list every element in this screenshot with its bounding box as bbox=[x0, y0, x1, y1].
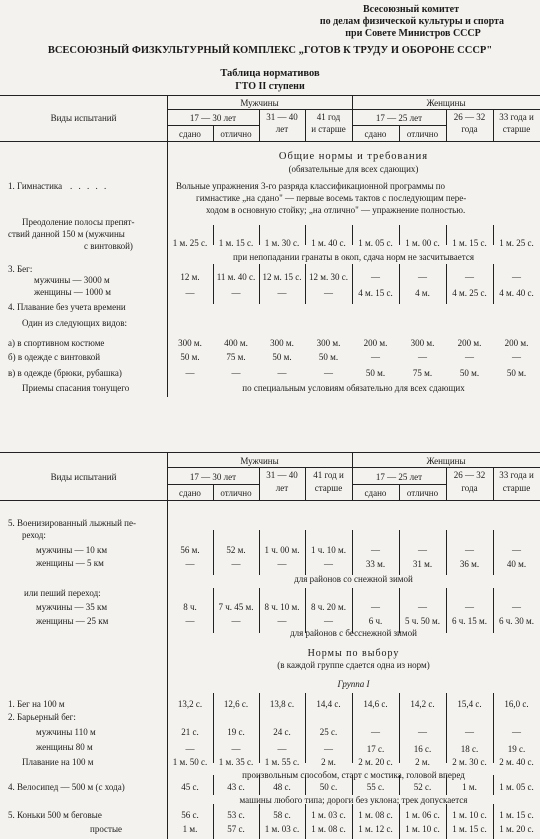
table-cell: 50 с. bbox=[319, 782, 338, 792]
run-men-label: мужчины — 3000 м bbox=[34, 275, 110, 285]
header-otlichno: отлично bbox=[220, 488, 252, 498]
table-cell: 6 ч. 15 м. bbox=[452, 616, 487, 626]
table-cell: — bbox=[277, 368, 287, 378]
table-cell: 14,2 с. bbox=[410, 699, 435, 709]
table-cell: 1 м. 10 с. bbox=[405, 824, 440, 834]
table-cell: 1 м. 00 с. bbox=[405, 238, 440, 248]
header-women-33-b: старше bbox=[502, 124, 531, 134]
rescue-label: Приемы спасания тонущего bbox=[22, 383, 130, 393]
table-cell: 13,2 с. bbox=[177, 699, 203, 709]
table-cell: 52 с. bbox=[413, 782, 432, 792]
table-cell: — bbox=[512, 545, 521, 555]
table-cell: 24 с. bbox=[273, 727, 291, 737]
hurdle-women-label: женщины 80 м bbox=[36, 742, 93, 752]
table-cell: 8 ч. bbox=[183, 602, 197, 612]
swim100-note: произвольным способом, старт с мостика, головой вперед bbox=[242, 770, 465, 780]
table-cell: — bbox=[371, 602, 380, 612]
main-title: ВСЕСОЮЗНЫЙ ФИЗКУЛЬТУРНЫЙ КОМПЛЕКС „ГОТОВ К ТРУДУ И ОБОРОНЕ СССР" bbox=[47, 45, 493, 56]
header-women-33-b: старше bbox=[502, 483, 531, 493]
table-cell: 14,6 с. bbox=[363, 699, 388, 709]
ski-label-2: реход: bbox=[22, 530, 46, 540]
hurdle-men-label: мужчины 110 м bbox=[36, 727, 96, 737]
gym-label: 1. Гимнастика bbox=[8, 181, 63, 191]
table-cell: — bbox=[371, 352, 380, 362]
header-women-26-32-a: 26 — 32 bbox=[453, 112, 486, 122]
header-women-17-25: 17 — 25 лет bbox=[375, 113, 423, 123]
table-cell: 1 м. 20 с. bbox=[499, 824, 534, 834]
table-row bbox=[0, 782, 540, 796]
table-cell: — bbox=[185, 616, 195, 626]
bike-note: машины любого типа; дороги без уклона; трек допускается bbox=[239, 795, 468, 805]
table-cell: 300 м. bbox=[316, 338, 341, 348]
skate-label: 5. Коньки 500 м беговые bbox=[8, 810, 102, 820]
table-cell: — bbox=[324, 616, 333, 626]
section-subheading-general: (обязательные для всех сдающих) bbox=[288, 164, 419, 174]
committee-line-3: при Совете Министров СССР bbox=[345, 28, 481, 39]
table-cell: 2 м. 20 с. bbox=[358, 757, 393, 767]
table-cell: 300 м. bbox=[410, 338, 435, 348]
obstacle-label-3: с винтовкой) bbox=[84, 241, 133, 251]
gym-text-2: гимнастике „на сдано" — первые восемь тактов с последующим пере- bbox=[196, 193, 467, 203]
table-cell: 1 ч. 10 м. bbox=[311, 545, 346, 555]
table-row bbox=[0, 352, 540, 366]
header-women-26-32-b: года bbox=[461, 124, 478, 134]
choice-heading: Нормы по выбору bbox=[307, 648, 400, 659]
ski-men-label: мужчины — 10 км bbox=[36, 545, 108, 555]
table-cell: 1 м. 55 с. bbox=[264, 757, 300, 767]
table-cell: — bbox=[465, 602, 474, 612]
header-women-26-32-b: года bbox=[461, 483, 478, 493]
table-cell: — bbox=[371, 727, 380, 737]
table-cell: 1 м. 06 с. bbox=[405, 810, 440, 820]
header-men-41-b: старше bbox=[314, 483, 343, 493]
table-cell: 13,8 с. bbox=[269, 699, 295, 709]
committee-line-1: Всесоюзный комитет bbox=[363, 4, 459, 15]
table-row bbox=[0, 272, 540, 286]
table-cell: 19 с. bbox=[227, 727, 245, 737]
walk-women-label: женщины — 25 км bbox=[36, 616, 109, 626]
table-row bbox=[0, 545, 540, 559]
table-cell: — bbox=[324, 744, 333, 754]
header-types-label: Виды испытаний bbox=[50, 472, 117, 482]
walk-men-label: мужчины — 35 км bbox=[36, 602, 108, 612]
table-cell: — bbox=[371, 545, 380, 555]
table-cell: 200 м. bbox=[363, 338, 388, 348]
table-cell: 50 м. bbox=[180, 352, 200, 362]
table-row bbox=[0, 238, 540, 252]
table-cell: 1 м. 15 с. bbox=[499, 810, 534, 820]
table-cell: 12 м. 15 с. bbox=[262, 272, 302, 282]
table-cell: 4 м. 40 с. bbox=[499, 288, 534, 298]
table-cell: 19 с. bbox=[507, 744, 526, 754]
table-cell: 16 с. bbox=[413, 744, 432, 754]
table-cell: 1 ч. 00 м. bbox=[264, 545, 300, 555]
walk-label: или пеший переход: bbox=[24, 588, 101, 598]
table-cell: 50 м. bbox=[318, 352, 339, 362]
gym-text-3: ходом в основную стойку; „на отлично" — упражнение полностью. bbox=[206, 205, 466, 215]
header-otlichno: отлично bbox=[220, 129, 252, 139]
skate-simple-label: простые bbox=[90, 824, 123, 834]
header-sdano: сдано bbox=[179, 129, 201, 139]
table-cell: 8 ч. 10 м. bbox=[264, 602, 300, 612]
table-cell: 45 с. bbox=[181, 782, 199, 792]
header-women-33-a: 33 года и bbox=[499, 470, 534, 480]
table-cell: 2 м. 30 с. bbox=[452, 757, 487, 767]
table-cell: 2 м. bbox=[415, 757, 430, 767]
header-men: Мужчины bbox=[240, 456, 279, 466]
choice-subheading: (в каждой группе сдается одна из норм) bbox=[277, 660, 430, 670]
swim-sub-label: Один из следующих видов: bbox=[22, 318, 128, 328]
table-cell: — bbox=[465, 545, 474, 555]
table-cell: 1 м. 25 с. bbox=[499, 238, 534, 248]
table-cell: — bbox=[185, 368, 195, 378]
table-cell: — bbox=[324, 559, 333, 569]
header-women-17-25: 17 — 25 лет bbox=[375, 472, 423, 482]
table-cell: 1 м. bbox=[182, 824, 198, 834]
table-cell: 56 м. bbox=[180, 545, 200, 555]
table-cell: — bbox=[231, 744, 241, 754]
table-cell: 8 ч. 20 м. bbox=[311, 602, 346, 612]
table-cell: — bbox=[418, 545, 427, 555]
header-men-17-30: 17 — 30 лет bbox=[189, 113, 237, 123]
table-cell: 21 с. bbox=[181, 727, 199, 737]
rescue-text: по специальным условиям обязательно для всех сдающих bbox=[242, 383, 465, 393]
table-cell: — bbox=[231, 559, 241, 569]
table-cell: — bbox=[277, 288, 287, 298]
table-cell: 1 м. 15 с. bbox=[452, 238, 487, 248]
header-types-label: Виды испытаний bbox=[50, 113, 117, 123]
table-cell: 40 м. bbox=[506, 559, 527, 569]
table-cell: 2 м. 40 с. bbox=[499, 757, 534, 767]
swim-c-label: в) в одежде (брюки, рубашка) bbox=[8, 368, 122, 378]
table-cell: — bbox=[465, 272, 474, 282]
table-cell: 55 с. bbox=[366, 782, 385, 792]
table-subtitle: ГТО II ступени bbox=[235, 81, 305, 92]
table-row bbox=[0, 338, 540, 352]
table-cell: 4 м. 25 с. bbox=[452, 288, 487, 298]
group-label: Группа I bbox=[337, 679, 370, 689]
table-cell: 31 м. bbox=[412, 559, 433, 569]
table-cell: — bbox=[185, 288, 195, 298]
header-women: Женщины bbox=[426, 98, 466, 108]
table-cell: 300 м. bbox=[270, 338, 294, 348]
table-cell: 50 м. bbox=[506, 368, 527, 378]
table-cell: 50 м. bbox=[365, 368, 386, 378]
header-women: Женщины bbox=[426, 456, 466, 466]
table-cell: — bbox=[277, 616, 287, 626]
table-cell: — bbox=[231, 616, 241, 626]
table-cell: 4 м. bbox=[415, 288, 430, 298]
table-cell: — bbox=[185, 559, 195, 569]
obstacle-label-1: Преодоление полосы препят- bbox=[22, 217, 135, 227]
table-cell: — bbox=[418, 727, 427, 737]
table-cell: 1 м. 30 с. bbox=[264, 238, 300, 248]
table-row bbox=[0, 288, 540, 302]
committee-line-2: по делам физической культуры и спорта bbox=[319, 16, 505, 27]
table-cell: — bbox=[512, 602, 521, 612]
table-cell: 43 с. bbox=[227, 782, 245, 792]
table-row bbox=[0, 559, 540, 573]
table-cell: — bbox=[512, 727, 521, 737]
table-cell: 56 с. bbox=[181, 810, 199, 820]
table-cell: — bbox=[418, 272, 427, 282]
table-cell: 16,0 с. bbox=[504, 699, 529, 709]
table-row bbox=[0, 757, 540, 771]
table-cell: 1 м. 08 с. bbox=[311, 824, 346, 834]
table-cell: 11 м. 40 с. bbox=[216, 272, 256, 282]
header-men-31-40-a: 31 — 40 bbox=[266, 112, 298, 122]
table-cell: 1 м. 25 с. bbox=[172, 238, 208, 248]
table-cell: 12 м. 30 с. bbox=[309, 272, 348, 282]
table-cell: 200 м. bbox=[504, 338, 529, 348]
table-cell: 300 м. bbox=[178, 338, 202, 348]
table-cell: 33 м. bbox=[365, 559, 386, 569]
table-row bbox=[0, 368, 540, 382]
swim-label: 4. Плавание без учета времени bbox=[8, 302, 126, 312]
table-cell: 400 м. bbox=[224, 338, 248, 348]
table-cell: 12 м. bbox=[180, 272, 200, 282]
table-cell: 14,4 с. bbox=[316, 699, 341, 709]
header-men-41-a: 41 год bbox=[316, 112, 341, 122]
nosnow-note: для районов с бесснежной зимой bbox=[290, 628, 417, 638]
table-row bbox=[0, 824, 540, 838]
table-cell: 57 с. bbox=[227, 824, 245, 834]
grenade-note: при непопадании гранаты в окоп, сдача норм не засчитывается bbox=[233, 252, 474, 262]
swim-a-label: а) в спортивном костюме bbox=[8, 338, 105, 348]
table-row bbox=[0, 602, 540, 616]
table-cell: 36 м. bbox=[459, 559, 480, 569]
table-cell: — bbox=[512, 352, 521, 362]
table-cell: 53 с. bbox=[227, 810, 245, 820]
gym-text-1: Вольные упражнения 3-го разряда классификационной программы по bbox=[176, 181, 446, 191]
table-cell: 58 с. bbox=[273, 810, 291, 820]
table-cell: 1 м. 05 с. bbox=[358, 238, 393, 248]
table-cell: 5 ч. 50 м. bbox=[405, 616, 440, 626]
table-cell: — bbox=[231, 288, 241, 298]
table-cell: — bbox=[231, 368, 241, 378]
table-cell: 6 ч. bbox=[368, 616, 383, 626]
table-cell: 200 м. bbox=[457, 338, 482, 348]
table-cell: — bbox=[465, 352, 474, 362]
table-cell: 4 м. 15 с. bbox=[358, 288, 393, 298]
table-cell: 75 м. bbox=[412, 368, 433, 378]
header-otlichno: отлично bbox=[406, 129, 439, 139]
table-row bbox=[0, 810, 540, 824]
table-cell: — bbox=[465, 727, 474, 737]
header-men-31-40-b: лет bbox=[275, 124, 289, 134]
table-cell: 18 с. bbox=[460, 744, 479, 754]
header-men-31-40-a: 31 — 40 bbox=[266, 470, 298, 480]
table-cell: 1 м. bbox=[462, 782, 477, 792]
header-sdano: сдано bbox=[364, 129, 387, 139]
table-cell: 1 м. 10 с. bbox=[452, 810, 487, 820]
section-heading-general: Общие нормы и требования bbox=[278, 151, 429, 162]
table-cell: 2 м. bbox=[321, 757, 336, 767]
table-cell: 1 м. 05 с. bbox=[499, 782, 534, 792]
ski-label-1: 5. Военизированный лыжный пе- bbox=[8, 518, 136, 528]
ski-women-label: женщины — 5 км bbox=[36, 558, 104, 568]
table-cell: 52 м. bbox=[226, 545, 246, 555]
run-women-label: женщины — 1000 м bbox=[34, 287, 111, 297]
swim-b-label: б) в одежде с винтовкой bbox=[8, 352, 101, 362]
header-men-31-40-b: лет bbox=[275, 483, 289, 493]
table-cell: — bbox=[371, 272, 380, 282]
table-cell: 17 с. bbox=[366, 744, 385, 754]
table-cell: 1 м. 03 с. bbox=[264, 824, 300, 834]
table-row bbox=[0, 699, 540, 713]
table-cell: 15,4 с. bbox=[457, 699, 482, 709]
header-men-17-30: 17 — 30 лет bbox=[189, 472, 237, 482]
header-women-26-32-a: 26 — 32 bbox=[453, 470, 486, 480]
table-cell: — bbox=[418, 352, 427, 362]
table-cell: — bbox=[277, 559, 287, 569]
table-title: Таблица нормативов bbox=[220, 68, 320, 79]
table-cell: 6 ч. 30 м. bbox=[499, 616, 534, 626]
bike-label: 4. Велосипед — 500 м (с хода) bbox=[8, 782, 125, 792]
table-cell: 1 м. 08 с. bbox=[358, 810, 393, 820]
hurdle-label: 2. Барьерный бег: bbox=[8, 712, 76, 722]
table-cell: 12,6 с. bbox=[223, 699, 249, 709]
table-row bbox=[0, 727, 540, 741]
table-cell: 50 м. bbox=[272, 352, 292, 362]
table-cell: 1 м. 12 с. bbox=[358, 824, 393, 834]
table-cell: 25 с. bbox=[319, 727, 338, 737]
table-cell: — bbox=[185, 744, 195, 754]
table-cell: — bbox=[277, 744, 287, 754]
header-sdano: сдано bbox=[364, 488, 387, 498]
table-cell: — bbox=[324, 288, 333, 298]
snow-note: для районов со снежной зимой bbox=[294, 574, 413, 584]
table-cell: — bbox=[418, 602, 427, 612]
table-cell: — bbox=[512, 272, 521, 282]
table-cell: — bbox=[324, 368, 333, 378]
header-sdano: сдано bbox=[179, 488, 201, 498]
table-cell: 1 м. 03 с. bbox=[311, 810, 346, 820]
table-cell: 1 м. 15 с. bbox=[452, 824, 487, 834]
swim100-label: Плавание на 100 м bbox=[22, 757, 94, 767]
table-cell: 1 м. 50 с. bbox=[172, 757, 208, 767]
table-cell: 7 ч. 45 м. bbox=[218, 602, 254, 612]
table-cell: 1 м. 35 с. bbox=[218, 757, 254, 767]
table-row bbox=[0, 744, 540, 758]
header-otlichno: отлично bbox=[406, 488, 439, 498]
header-women-33-a: 33 года и bbox=[499, 112, 534, 122]
table-cell: 50 м. bbox=[459, 368, 480, 378]
table-cell: 48 с. bbox=[273, 782, 291, 792]
run100-label: 1. Бег на 100 м bbox=[8, 699, 65, 709]
obstacle-label-2: ствий данной 150 м (мужчины bbox=[8, 229, 125, 239]
table-cell: 1 м. 15 с. bbox=[218, 238, 254, 248]
table-cell: 75 м. bbox=[226, 352, 246, 362]
header-men-41-a: 41 год и bbox=[313, 470, 344, 480]
header-men-41-b: и старше bbox=[311, 124, 346, 134]
dot-leader: . . . . . bbox=[70, 181, 109, 191]
table-cell: 1 м. 40 с. bbox=[311, 238, 346, 248]
run-label: 3. Бег: bbox=[8, 264, 33, 274]
header-men: Мужчины bbox=[240, 98, 279, 108]
